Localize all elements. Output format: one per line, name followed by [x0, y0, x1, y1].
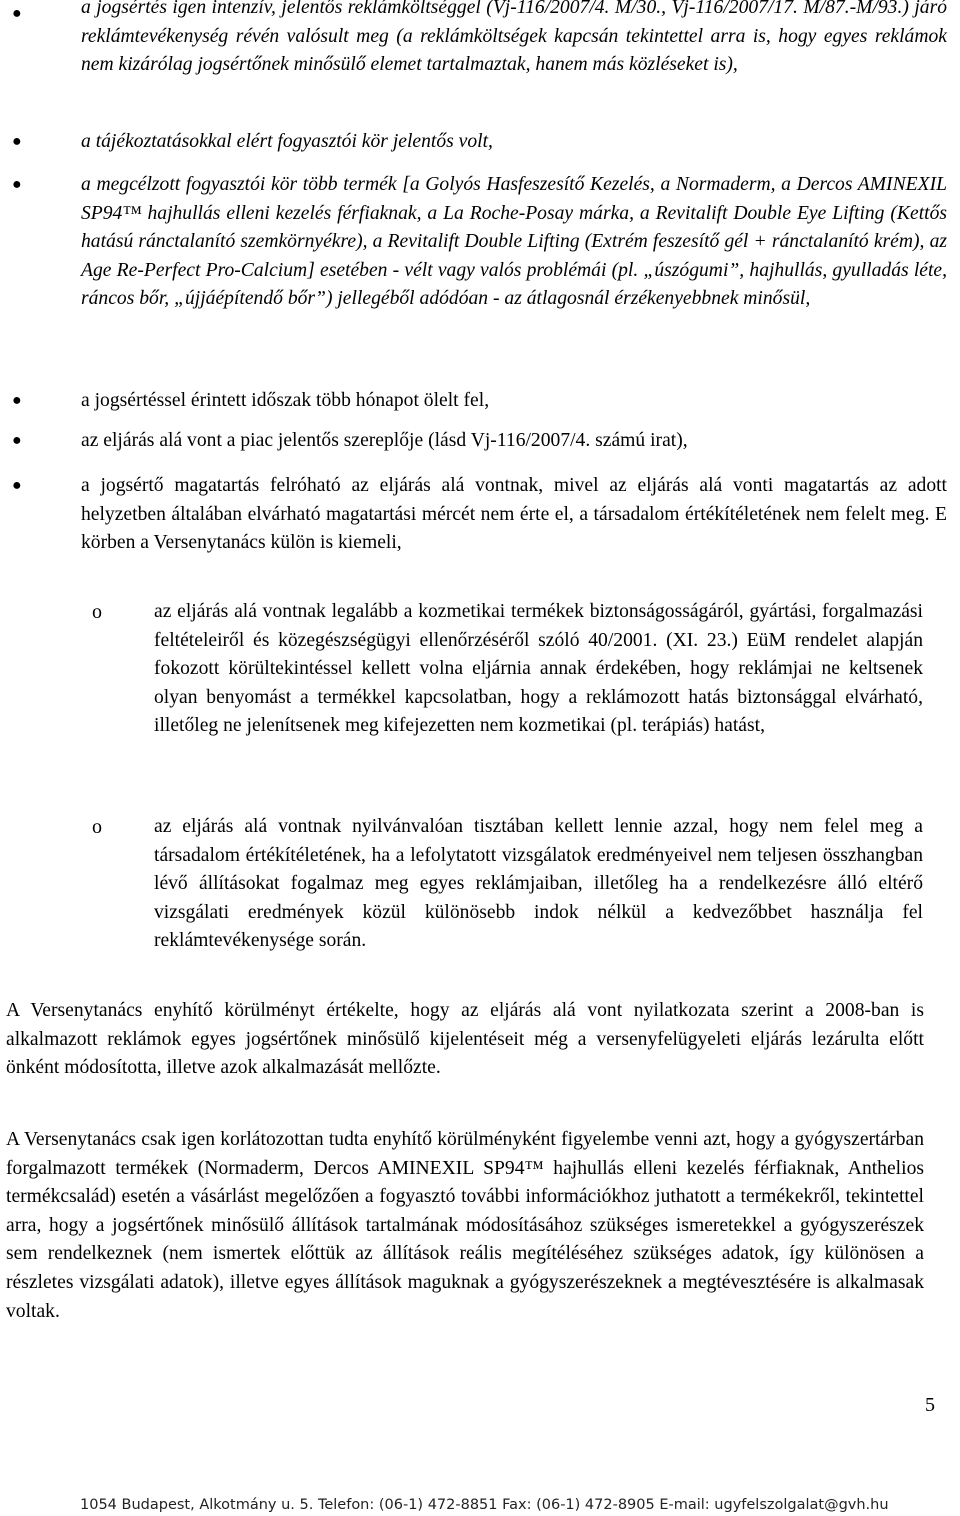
- paragraph: A Versenytanács csak igen korlátozottan tudta enyhítő körülményként figyelembe venni azt, hogy a gyógyszertárban forgalmazott termékek (Normaderm, Dercos AMINEXIL SP94™ hajhullás elleni kezelés férfiaknak, Anthelios termékcsalád) esetén a vásárlást megelőzően a fogyasztó további információkhoz juthatott a termékekről, tekintettel arra, hogy a jogsértőnek minősülő állítások tartalmának módosításához szükséges ismeretekkel a gyógyszerészek sem rendelkeznek (nem ismertek előttük az állítások reális megítéléséhez szükséges adatok, így különösen a részletes vizsgálati adatok), illetve egyes állítások maguknak a gyógyszerészeknek a megtévesztésére is alkalmasak voltak.: [6, 1129, 924, 1322]
- bullet-item: [12, 472, 947, 558]
- bullet-marker: ●: [12, 477, 22, 494]
- page-footer: 1054 Budapest, Alkotmány u. 5. Telefon: (06-1) 472-8851 Fax: (06-1) 472-8905 E-mail: ugyfelszolgalat@gvh.hu: [80, 1497, 889, 1513]
- bullet-text: a tájékoztatásokkal elért fogyasztói kör jelentős volt,: [81, 131, 493, 152]
- bullet-text: a jogsértéssel érintett időszak több hónapot ölelt fel,: [81, 390, 490, 411]
- sub-list-text: az eljárás alá vontnak nyilvánvalóan tisztában kellett lennie azzal, hogy nem felel meg a társadalom értékítéletének, ha a lefolytatott vizsgálatok eredményeivel nem teljesen összhangban lévő állításokat fogalmaz meg egyes reklámjaiban, illetőleg ha a rendelkezésre álló eltérő vizsgálati eredmények közül különösebb indok nélkül a kedvezőbbet használja fel reklámtevékenysége során.: [154, 816, 923, 952]
- page-number: 5: [925, 1394, 935, 1416]
- bullet-marker: ●: [12, 432, 22, 449]
- bullet-text: a jogsértő magatartás felróható az eljárás alá vontnak, mivel az eljárás alá vonti magatartás az adott helyzetben általában elvárható magatartási mércét nem érte el, a társadalom értékítéletének nem felelt meg. E körben a Versenytanács külön is kiemeli,: [81, 475, 947, 553]
- paragraph: A Versenytanács enyhítő körülményt értékelte, hogy az eljárás alá vont nyilatkozata szerint a 2008-ban is alkalmazott reklámok egyes jogsértőnek minősülő kijelentéseit még a versenyfelügyeleti eljárás lezárulta előtt önként módosította, illetve azok alkalmazását mellőzte.: [6, 1000, 924, 1079]
- bullet-text: az eljárás alá vont a piac jelentős szereplője (lásd Vj-116/2007/4. számú irat),: [81, 430, 688, 451]
- bullet-text: a megcélzott fogyasztói kör több termék [a Golyós Hasfeszesítő Kezelés, a Normaderm, a Dercos AMINEXIL SP94™ hajhullás elleni kezelés férfiaknak, a La Roche-Posay márka, a Revitalift Double Eye Lifting (Kettős hatású ránctalanító szemkörnyékre), a Revitalift Double Lifting (Extrém feszesítő gél + ránctalanító krém), az Age Re-Perfect Pro-Calcium] esetében - vélt vagy valós problémái (pl. „úszógumi”, hajhullás, gyulladás léte, ráncos bőr, „újjáépítendő bőr”) jellegéből adódóan - az átlagosnál érzékenyebbnek minősül,: [81, 174, 947, 309]
- sub-list-marker: o: [92, 816, 102, 838]
- bullet-item: [12, 387, 947, 416]
- sub-list-marker: o: [92, 601, 102, 623]
- bullet-item: [12, 128, 947, 157]
- bullet-marker: ●: [12, 133, 22, 150]
- bullet-marker: ●: [12, 5, 22, 22]
- sub-list-text: az eljárás alá vontnak legalább a kozmetikai termékek biztonságosságáról, gyártási, forgalmazási feltételeiről és közegészségügyi ellenőrzéséről szóló 40/2001. (XI. 23.) EüM rendelet alapján fokozott körültekintéssel kellett volna eljárnia annak érdekében, hogy reklámjai ne keltsenek olyan benyomást a termékkel kapcsolatban, hogy a reklámozott hatás biztonsággal elvárható, illetőleg ne jelenítsenek meg kifejezetten nem kozmetikai (pl. terápiás) hatást,: [154, 601, 923, 737]
- bullet-item: [12, 171, 947, 314]
- bullet-marker: ●: [12, 176, 22, 193]
- sub-list-item: [80, 598, 923, 741]
- bullet-item: [12, 427, 947, 456]
- bullet-item: [12, 0, 947, 80]
- sub-list-item: [80, 813, 923, 956]
- bullet-text: a jogsértés igen intenzív, jelentős reklámköltséggel (Vj-116/2007/4. M/30., Vj-116/2007/17. M/87.-M/93.) járó reklámtevékenység révén valósult meg (a reklámköltségek kapcsán tekintettel arra is, hogy egyes reklámok nem kizárólag jogsértőnek minősülő elemet tartalmaztak, hanem más közléseket is),: [81, 0, 947, 75]
- bullet-marker: ●: [12, 392, 22, 409]
